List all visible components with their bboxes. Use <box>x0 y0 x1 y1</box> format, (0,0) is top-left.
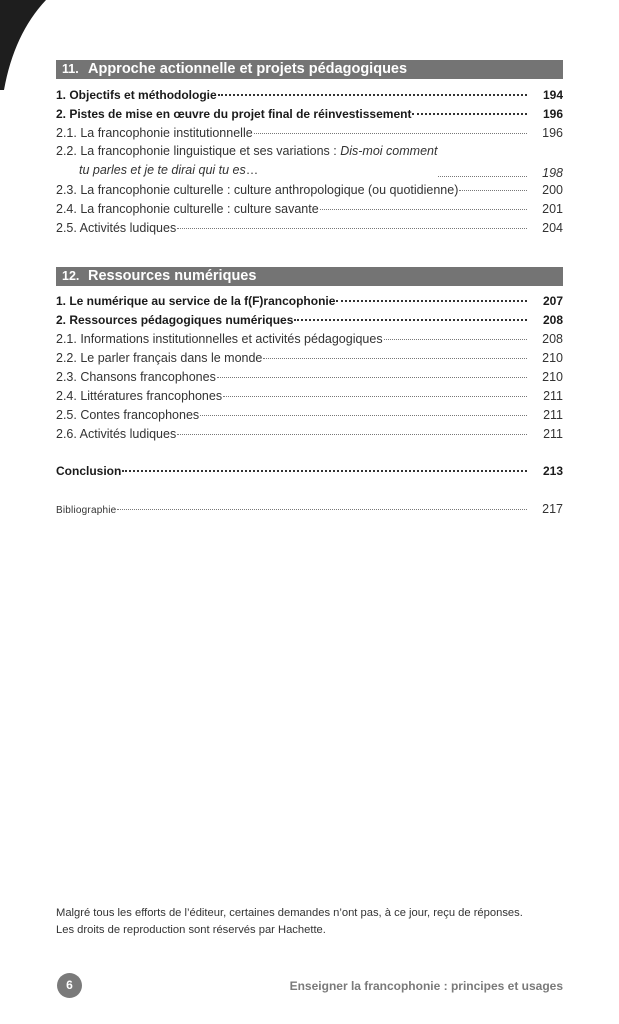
section-number: 11. <box>62 62 79 76</box>
toc-entry[interactable]: 2. Pistes de mise en œuvre du projet final de réinvestissement 196 <box>56 107 563 121</box>
toc-entry[interactable]: 1. Le numérique au service de la f(F)rancophonie 207 <box>56 294 563 308</box>
page-number-badge: 6 <box>57 973 82 998</box>
copyright-note: Malgré tous les efforts de l’éditeur, certaines demandes n’ont pas, à ce jour, reçu de réponses. Les droits de reproduction sont réservés par Hachette. <box>56 907 523 936</box>
section-11-header <box>56 60 563 79</box>
toc-bibliographie <box>56 502 563 521</box>
toc-entry[interactable]: 2.1. Informations institutionnelles et activités pédagogiques 208 <box>56 332 563 346</box>
toc-entry[interactable]: 2.2. La francophonie linguistique et ses variations : Dis-moi comment tu parles et je te dirai qui tu es… 198 <box>56 144 563 180</box>
corner-decoration <box>0 0 60 90</box>
toc-entry[interactable]: 2.6. Activités ludiques 211 <box>56 427 563 441</box>
section-number: 12. <box>62 269 80 283</box>
toc-section-12 <box>56 294 563 446</box>
toc-entry[interactable]: 2.4. La francophonie culturelle : culture savante 201 <box>56 202 563 216</box>
toc-entry[interactable]: 2. Ressources pédagogiques numériques 208 <box>56 313 563 327</box>
running-title: Enseigner la francophonie : principes et usages <box>289 979 563 993</box>
toc-entry-bibliographie[interactable]: Bibliographie 217 <box>56 502 563 516</box>
section-title: Ressources numériques <box>88 268 257 284</box>
section-12-header <box>56 267 563 286</box>
toc-entry[interactable]: 1. Objectifs et méthodologie 194 <box>56 88 563 102</box>
toc-entry[interactable]: 2.5. Contes francophones 211 <box>56 408 563 422</box>
toc-entry-conclusion[interactable]: Conclusion 213 <box>56 464 563 478</box>
toc-conclusion <box>56 464 563 483</box>
toc-entry[interactable]: 2.3. La francophonie culturelle : culture anthropologique (ou quotidienne) 200 <box>56 183 563 197</box>
toc-entry[interactable]: 2.2. Le parler français dans le monde 210 <box>56 351 563 365</box>
toc-entry[interactable]: 2.5. Activités ludiques 204 <box>56 221 563 235</box>
section-title: Approche actionnelle et projets pédagogiques <box>88 61 408 77</box>
toc-entry[interactable]: 2.1. La francophonie institutionnelle 196 <box>56 126 563 140</box>
toc-entry[interactable]: 2.3. Chansons francophones 210 <box>56 370 563 384</box>
toc-entry[interactable]: 2.4. Littératures francophones 211 <box>56 389 563 403</box>
toc-section-11 <box>56 88 563 240</box>
